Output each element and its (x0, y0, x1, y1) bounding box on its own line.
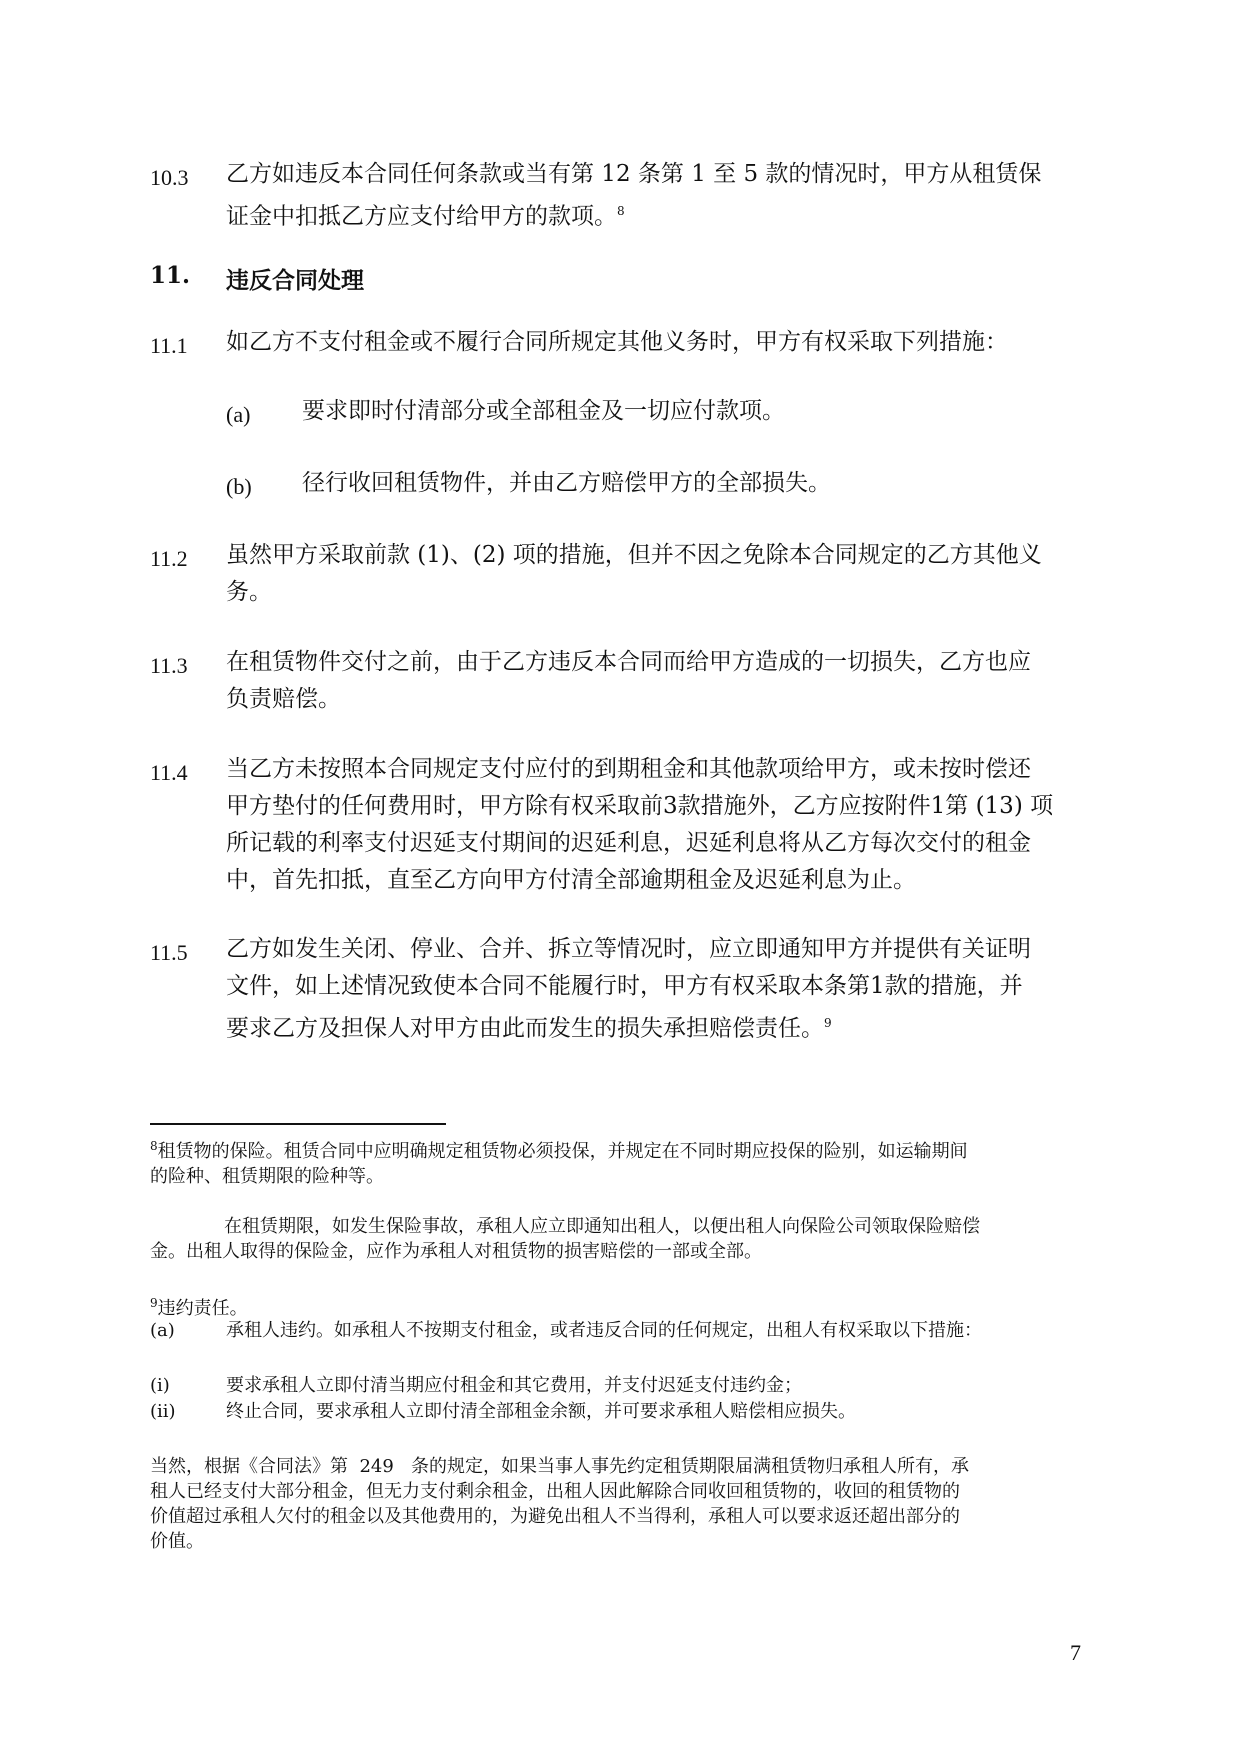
clause-11-3-line-1: 在租赁物件交付之前，由于乙方违反本合同而给甲方造成的一切损失，乙方也应 (226, 649, 1031, 675)
clause-11-5-line-3 (226, 1005, 1031, 1048)
clause-11-5-line-1: 乙方如发生关闭、停业、合并、拆立等情况时，应立即通知甲方并提供有关证明 (226, 936, 1031, 962)
footnote-9-title (150, 1291, 248, 1321)
clause-11-5-text (226, 931, 1031, 1048)
footnote-8-para-2-line-1: 在租赁期限，如发生保险事故，承租人应立即通知出租人，以便出租人向保险公司领取保险赔偿 (224, 1216, 980, 1237)
footnote-8 (150, 1134, 968, 1189)
page-number: 7 (1070, 1640, 1081, 1665)
footnote-ref-9: 9 (824, 1016, 832, 1030)
clause-11-3-line-2: 负责赔偿。 (226, 686, 341, 712)
footnote-9-sub-ii-line: 终止合同，要求承租人立即付清全部租金余额，并可要求承租人赔偿相应损失。 (226, 1401, 856, 1422)
clause-11-4-line-3: 所记载的利率支付迟延支付期间的迟延利息，迟延利息将从乙方每次交付的租金 (226, 830, 1031, 856)
clause-11-3-number: 11.3 (150, 653, 188, 678)
clause-11-1-number: 11.1 (150, 333, 188, 358)
clause-11-1-item-b-label: (b) (226, 474, 252, 499)
clause-11-3-text (226, 644, 1031, 718)
section-11-title: 违反合同处理 (226, 267, 364, 294)
footnote-8-para-2 (150, 1214, 980, 1264)
clause-11-1-line-1: 如乙方不支付租金或不履行合同所规定其他义务时，甲方有权采取下列措施： (226, 329, 1008, 355)
footnote-9-title-line (150, 1291, 248, 1321)
clause-10-3-number: 10.3 (150, 165, 189, 190)
clause-11-1-item-a-label: (a) (226, 402, 251, 427)
clause-11-2-number: 11.2 (150, 546, 188, 571)
clause-11-4-line-4: 中，首先扣抵，直至乙方向甲方付清全部逾期租金及迟延利息为止。 (226, 867, 916, 893)
footnote-9-item-a-line: 承租人违约。如承租人不按期支付租金，或者违反合同的任何规定，出租人有权采取以下措施： (226, 1320, 982, 1341)
footnote-9-sub-ii-label: (ii) (150, 1401, 176, 1422)
clause-11-1-item-a-text (302, 393, 785, 430)
clause-10-3-line-2 (226, 193, 1041, 236)
clause-11-5-number: 11.5 (150, 940, 188, 965)
footnote-9-item-a-label: (a) (150, 1320, 175, 1341)
footnote-9-closing-line-2: 租人已经支付大部分租金，但无力支付剩余租金，出租人因此解除合同收回租赁物的，收回的租赁物的 (150, 1481, 960, 1502)
clause-11-1-text (226, 324, 1008, 361)
clause-11-2-line-1: 虽然甲方采取前款 (1)、(2) 项的措施，但并不因之免除本合同规定的乙方其他义 (226, 542, 1042, 568)
footnote-9-closing-line-3: 价值超过承租人欠付的租金以及其他费用的，为避免出租人不当得利，承租人可以要求返还超出部分的 (150, 1506, 960, 1527)
footnote-8-line-1-text: 租赁物的保险。租赁合同中应明确规定租赁物必须投保，并规定在不同时期应投保的险别，如运输期间 (157, 1141, 968, 1162)
footnote-9-sub-i-line: 要求承租人立即付清当期应付租金和其它费用，并支付迟延支付违约金； (226, 1375, 802, 1396)
footnote-9-closing-line-1: 当然，根据《合同法》第 249 条的规定，如果当事人事先约定租赁期限届满租赁物归承租人所有，承 (150, 1456, 969, 1477)
clause-11-1-item-a-line: 要求即时付清部分或全部租金及一切应付款项。 (302, 398, 785, 424)
clause-11-4-number: 11.4 (150, 760, 188, 785)
footnote-9-sub-i-text (226, 1373, 802, 1398)
footnote-9-marker: 9 (150, 1296, 158, 1310)
footnote-9-item-a-text (226, 1318, 982, 1343)
clause-10-3-line-2-text: 证金中扣抵乙方应支付给甲方的款项。 (226, 203, 617, 230)
clause-11-2-text (226, 537, 1042, 611)
clause-11-2-line-2: 务。 (226, 579, 272, 605)
clause-10-3-text (226, 156, 1041, 236)
clause-11-1-item-b-line: 径行收回租赁物件，并由乙方赔偿甲方的全部损失。 (302, 470, 831, 496)
footnote-8-line-1 (150, 1134, 968, 1164)
footnote-9-closing (150, 1454, 969, 1554)
clause-11-1-item-b-text (302, 465, 831, 502)
footnote-9-sub-ii-text (226, 1399, 856, 1424)
footnote-8-line-2: 的险种、租赁期限的险种等。 (150, 1166, 384, 1187)
clause-10-3-line-1: 乙方如违反本合同任何条款或当有第 12 条第 1 至 5 款的情况时，甲方从租赁保 (226, 161, 1042, 187)
clause-11-4-text (226, 751, 1053, 899)
footnote-9-sub-i-label: (i) (150, 1375, 170, 1396)
clause-11-5-line-2: 文件，如上述情况致使本合同不能履行时，甲方有权采取本条第1款的措施，并 (226, 973, 1023, 999)
footnote-ref-8: 8 (617, 204, 625, 218)
footnote-9-closing-line-4: 价值。 (150, 1531, 204, 1552)
footnote-8-para-2-line-2: 金。出租人取得的保险金，应作为承租人对租赁物的损害赔偿的一部或全部。 (150, 1241, 762, 1262)
clause-11-4-line-1: 当乙方未按照本合同规定支付应付的到期租金和其他款项给甲方，或未按时偿还 (226, 756, 1031, 782)
clause-11-4-line-2: 甲方垫付的任何费用时，甲方除有权采取前3款措施外，乙方应按附件1第 (13) 项 (226, 793, 1054, 819)
clause-11-5-line-3-text: 要求乙方及担保人对甲方由此而发生的损失承担赔偿责任。 (226, 1015, 824, 1042)
section-11-number: 11. (150, 262, 191, 289)
footnote-separator (150, 1123, 446, 1125)
footnote-9-title-text: 违约责任。 (157, 1298, 248, 1319)
footnote-8-marker: 8 (150, 1139, 158, 1153)
